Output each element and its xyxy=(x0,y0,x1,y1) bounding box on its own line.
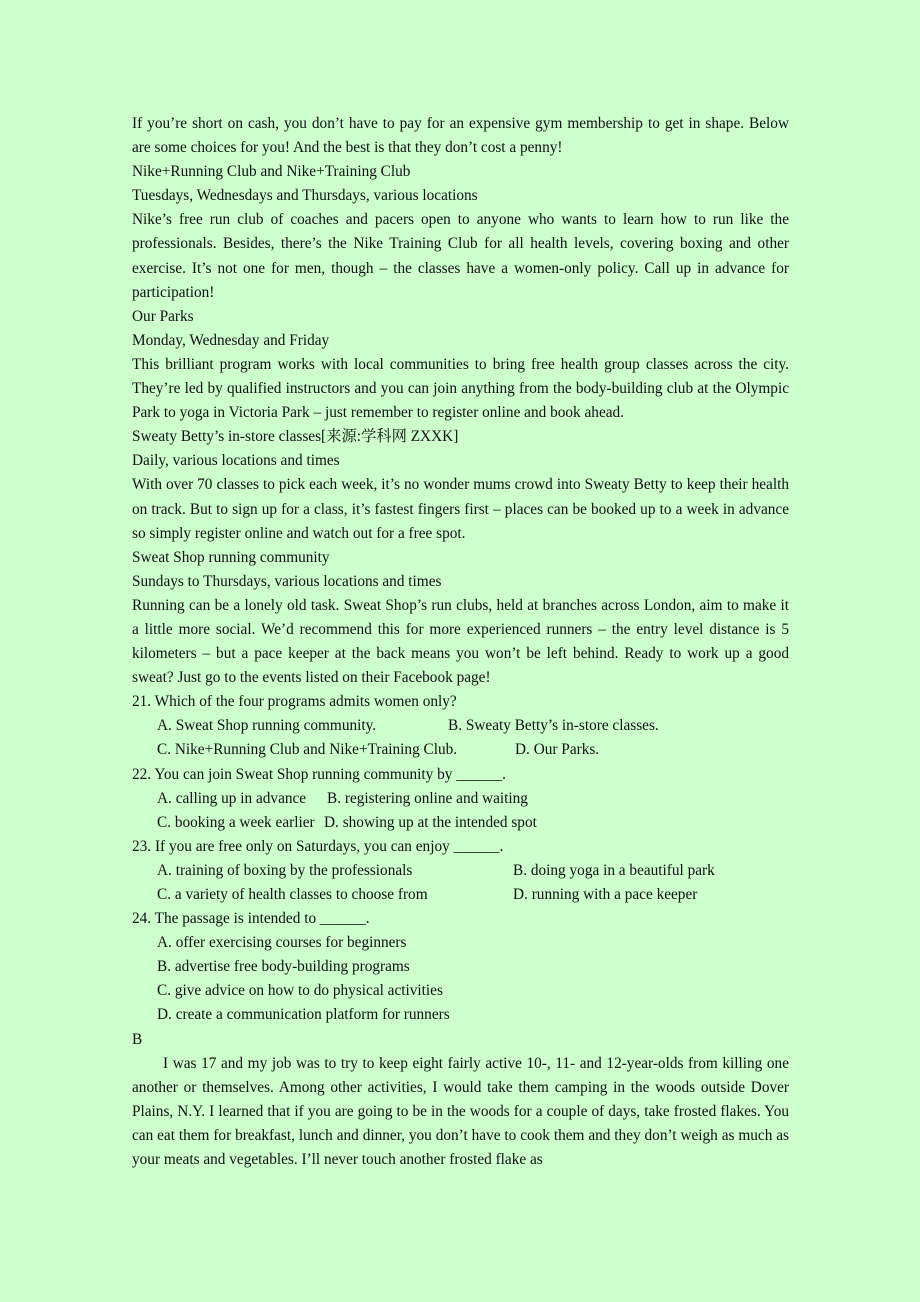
program-schedule: Daily, various locations and times xyxy=(132,452,340,470)
option-b: B. registering online and waiting xyxy=(327,789,528,807)
option-c: C. a variety of health classes to choose from xyxy=(157,886,428,903)
program-title: Sweat Shop running community xyxy=(132,548,330,566)
option-a: A. training of boxing by the professionals xyxy=(157,861,413,879)
option-d: D. showing up at the intended spot xyxy=(324,813,537,831)
question-stem: 24. The passage is intended to ______. xyxy=(132,910,370,928)
question-stem: 21. Which of the four programs admits women only? xyxy=(132,693,457,711)
program-description: Nike’s free run club of coaches and pacers open to anyone who wants to learn how to run like the professionals. Besides, there’s the Nike Training Club for all health levels, covering boxing and other exercise. It’s not one for men, though – the classes have a women-only policy. Call up in advance for participation! xyxy=(132,211,789,301)
program-title: Sweaty Betty’s in-store classes[来源:学科网 ZXXK] xyxy=(132,428,459,446)
passage-b-paragraph: I was 17 and my job was to try to keep eight fairly active 10-, 11- and 12-year-olds from killing one another or themselves. Among other activities, I would take them camping in the woods outside Dover Plains, N.Y. I learned that if you are going to be in the woods for a couple of days, take frosted flakes. You can eat them for breakfast, lunch and dinner, you don’t have to cook them and they don’t weigh as much as your meats and vegetables. I’ll never touch another frosted flake as xyxy=(132,1054,789,1169)
program-description: This brilliant program works with local communities to bring free health group classes across the city. They’re led by qualified instructors and you can join anything from the body-building club at the Olympic Park to yoga in Victoria Park – just remember to register online and book ahead. xyxy=(132,355,789,422)
option-d: D. Our Parks. xyxy=(515,741,600,759)
option-a: A. offer exercising courses for beginners xyxy=(157,934,407,952)
document-content xyxy=(132,112,789,1172)
option-c: C. give advice on how to do physical activities xyxy=(157,982,443,1000)
intro-paragraph: If you’re short on cash, you don’t have to pay for an expensive gym membership to get in shape. Below are some choices for you! And the best is that they don’t cost a penny! xyxy=(132,115,789,157)
program-title: Our Parks xyxy=(132,307,194,325)
program-schedule: Monday, Wednesday and Friday xyxy=(132,331,330,349)
option-a: A. calling up in advance xyxy=(157,789,307,807)
option-a: A. Sweat Shop running community. xyxy=(157,717,377,735)
option-row xyxy=(132,714,789,738)
program-description: With over 70 classes to pick each week, it’s no wonder mums crowd into Sweaty Betty to keep their health on track. But to sign up for a class, it’s fastest fingers first – places can be booked up to a week in advance so simply register online and watch out for a free spot. xyxy=(132,476,789,542)
option-d: D. create a communication platform for runners xyxy=(157,1006,450,1024)
option-b: B. advertise free body-building programs xyxy=(157,958,410,976)
option-b: B. Sweaty Betty’s in-store classes. xyxy=(448,717,659,735)
program-title: Nike+Running Club and Nike+Training Club xyxy=(132,163,411,181)
program-description: Running can be a lonely old task. Sweat Shop’s run clubs, held at branches across London, aim to make it a little more social. We’d recommend this for more experienced runners – the entry level distance is 5 kilometers – but a pace keeper at the back means you won’t be left behind. Ready to work up a good sweat? Just go to the events listed on their Facebook page! xyxy=(132,596,789,687)
program-schedule: Tuesdays, Wednesdays and Thursdays, various locations xyxy=(132,187,478,205)
question-stem: 23. If you are free only on Saturdays, you can enjoy ______. xyxy=(132,837,504,855)
option-b: B. doing yoga in a beautiful park xyxy=(513,861,715,879)
option-row xyxy=(132,811,789,835)
option-row xyxy=(132,738,789,762)
option-row xyxy=(132,787,789,811)
option-row xyxy=(132,883,789,907)
section-label: B xyxy=(132,1030,143,1048)
program-schedule: Sundays to Thursdays, various locations and times xyxy=(132,572,442,590)
option-d: D. running with a pace keeper xyxy=(513,886,698,903)
option-c: C. booking a week earlier xyxy=(157,813,315,831)
option-c: C. Nike+Running Club and Nike+Training Club. xyxy=(157,741,458,759)
question-stem: 22. You can join Sweat Shop running community by ______. xyxy=(132,765,506,783)
option-row xyxy=(132,859,789,883)
